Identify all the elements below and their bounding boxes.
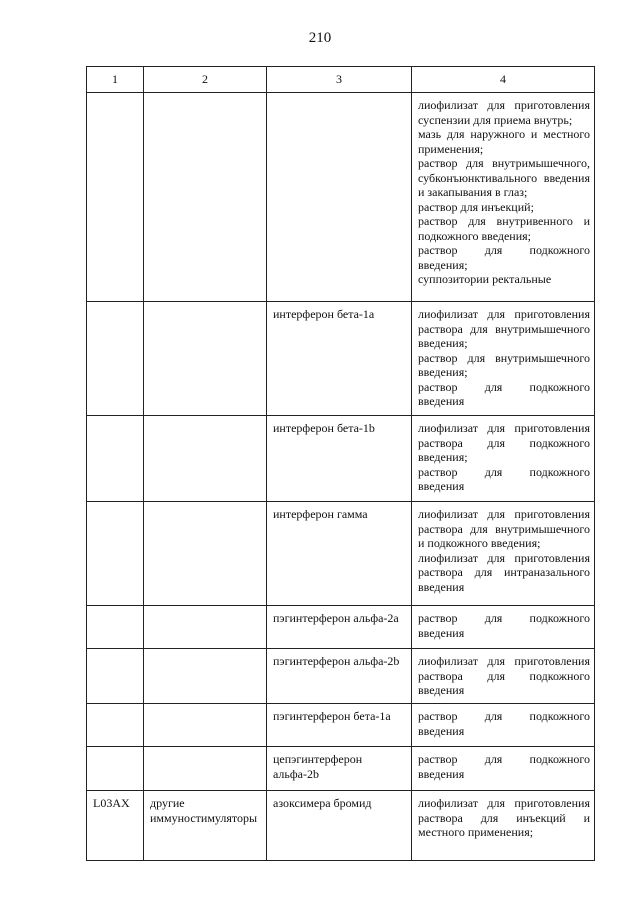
dosage-form-item: лиофилизат для приготовления суспензии для приема внутрь; — [418, 98, 590, 127]
group-name-cell — [144, 747, 267, 791]
substance-name-cell: интерферон бета-1b — [267, 416, 412, 502]
atc-code-cell — [87, 302, 144, 416]
substance-name-cell — [267, 93, 412, 302]
dosage-forms-cell — [412, 791, 595, 861]
dosage-form-item: лиофилизат для приготовления раствора для внутримышечного и подкожного введения; — [418, 507, 590, 550]
dosage-form-item: раствор для внутримышечного введения; — [418, 350, 590, 379]
dosage-form-item: раствор для подкожного введения — [418, 611, 590, 640]
group-name-cell: другие иммуностимуляторы — [144, 791, 267, 861]
table-row — [87, 704, 595, 747]
column-header: 1 — [87, 67, 144, 93]
dosage-form-item: раствор для подкожного введения — [418, 464, 590, 493]
table-row — [87, 791, 595, 861]
group-name-cell — [144, 93, 267, 302]
substance-name-cell: азоксимера бромид — [267, 791, 412, 861]
table-header-row — [87, 67, 595, 93]
group-name-cell — [144, 606, 267, 649]
group-name-cell — [144, 302, 267, 416]
dosage-form-item: раствор для внутривенного и подкожного введения; — [418, 214, 590, 243]
atc-code-cell: L03AX — [87, 791, 144, 861]
dosage-forms-cell — [412, 649, 595, 704]
atc-code-cell — [87, 747, 144, 791]
table-row — [87, 606, 595, 649]
table-row — [87, 416, 595, 502]
dosage-form-item: раствор для внутримышечного, субконъюнктивального введения и закапывания в глаз; — [418, 156, 590, 199]
table-row — [87, 649, 595, 704]
dosage-form-item: раствор для инъекций; — [418, 199, 534, 214]
dosage-form-item: лиофилизат для приготовления раствора для интраназального введения — [418, 550, 590, 594]
group-name-cell — [144, 416, 267, 502]
dosage-form-item: лиофилизат для приготовления раствора для подкожного введения — [418, 654, 590, 697]
dosage-forms-cell — [412, 606, 595, 649]
dosage-form-item: раствор для подкожного введения — [418, 752, 590, 781]
dosage-form-item: раствор для подкожного введения; — [418, 243, 590, 272]
dosage-forms-cell — [412, 93, 595, 302]
substance-name-cell: интерферон бета-1a — [267, 302, 412, 416]
table-row — [87, 747, 595, 791]
atc-code-cell — [87, 502, 144, 606]
dosage-forms-cell — [412, 502, 595, 606]
dosage-forms-cell — [412, 747, 595, 791]
dosage-form-item: суппозитории ректальные — [418, 272, 552, 286]
column-header: 2 — [144, 67, 267, 93]
substance-name-cell: цепэгинтерферон альфа-2b — [267, 747, 412, 791]
page-number: 210 — [308, 30, 332, 46]
dosage-forms-cell — [412, 416, 595, 502]
atc-code-cell — [87, 704, 144, 747]
table-row — [87, 93, 595, 302]
drug-table — [86, 66, 595, 861]
atc-code-cell — [87, 416, 144, 502]
dosage-form-item: лиофилизат для приготовления раствора для внутримышечного введения; — [418, 307, 590, 350]
column-header: 3 — [267, 67, 412, 93]
dosage-form-item: раствор для подкожного введения — [418, 709, 590, 738]
table-body — [87, 93, 595, 861]
group-name-cell — [144, 649, 267, 704]
dosage-form-item: мазь для наружного и местного применения; — [418, 127, 590, 156]
group-name-cell — [144, 502, 267, 606]
dosage-forms-cell — [412, 704, 595, 747]
substance-name-cell: интерферон гамма — [267, 502, 412, 606]
dosage-form-item: лиофилизат для приготовления раствора для инъекций и местного применения; — [418, 796, 590, 839]
dosage-form-item: раствор для подкожного введения — [418, 379, 590, 408]
atc-code-cell — [87, 93, 144, 302]
substance-name-cell: пэгинтерферон альфа-2b — [267, 649, 412, 704]
atc-code-cell — [87, 606, 144, 649]
column-header: 4 — [412, 67, 595, 93]
dosage-forms-cell — [412, 302, 595, 416]
substance-name-cell: пэгинтерферон бета-1a — [267, 704, 412, 747]
table-row — [87, 502, 595, 606]
table-row — [87, 302, 595, 416]
atc-code-cell — [87, 649, 144, 704]
group-name-cell — [144, 704, 267, 747]
substance-name-cell: пэгинтерферон альфа-2a — [267, 606, 412, 649]
dosage-form-item: лиофилизат для приготовления раствора для подкожного введения; — [418, 421, 590, 464]
